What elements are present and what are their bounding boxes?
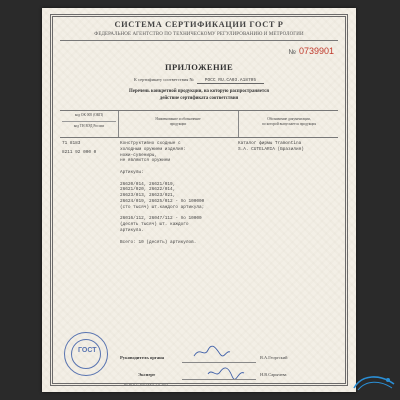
product-line: 26016/112, 26047/112 - по 10000 [120,216,202,222]
product-line: Всего: 10 (десять) артикулов. [120,239,197,245]
product-line: (десять тысяч) шт. каждого [120,222,189,228]
col1-header [62,113,116,129]
table-divider [238,111,239,137]
list-title-line-1: Перечень конкретной продукции, на которую распространяется [129,89,269,94]
head-signature-line [182,362,256,363]
col1-header-line-1: код ОК 005 (ОКП) [74,113,104,117]
certificate-sheet [42,8,356,392]
product-line: холодным оружием изделия: [120,146,186,152]
col3-header-line-2: по которой выпускается продукция [261,121,317,126]
documentation-reference [238,141,342,153]
table-divider [118,111,119,137]
product-line: (сто тысяч) шт.каждого артикула; [120,204,205,210]
product-line: 26624/019, 26625/012 - по 100000 [120,198,205,204]
form-number-value: 0739901 [298,46,334,56]
product-line: ножи-сувениры, [120,152,157,158]
form-number [288,46,334,56]
number-sign: № [288,49,296,56]
doc-line: S.A. CUTELARIA (Бразилия) [238,146,304,152]
footer-note: № РОСС RU.0001.11СА03 [124,383,168,387]
header-rule [60,40,338,41]
head-name: В.А.Георгский [260,355,288,360]
tnved-code: 8211 92 000 0 [62,150,97,155]
certification-stamp [64,332,108,376]
product-line: 26620/014, 26621/019, [120,181,176,187]
system-title: СИСТЕМА СЕРТИФИКАЦИИ ГОСТ Р [114,20,284,29]
list-title-line-2: действие сертификата соответствия [159,95,239,101]
col1-header-line-2: код ТН ВЭД России [62,121,116,129]
col2-header-line-1: Наименование и обозначение [155,117,201,121]
stamp-inner-ring [71,339,101,369]
expert-name: Н.В.Сарычева [260,372,287,377]
agency-title: ФЕДЕРАЛЬНОЕ АГЕНТСТВО ПО ТЕХНИЧЕСКОМУ РЕГУЛИРОВАНИЮ И МЕТРОЛОГИИ [94,32,304,37]
head-signature [192,344,232,360]
product-line: 26621/020, 26622/014, [120,187,176,193]
col3-header [240,117,338,127]
list-title [42,89,356,102]
stamp-emblem: ГОСТ [78,347,97,354]
col2-header [120,117,236,127]
head-label: Руководитель органа [120,355,165,360]
product-line: артикула. [120,227,144,233]
col3-header-line-1: Обозначение документации, [267,117,311,121]
certificate-reference [42,77,356,83]
table-header [60,110,338,138]
expert-signature [206,364,246,380]
product-line: 26623/013, 26623/021, [120,193,176,199]
product-line: не являются оружием [120,158,171,164]
site-logo [352,372,396,392]
product-description [120,141,238,245]
expert-signature-line [182,379,256,380]
okp-code: 71 8183 [62,141,81,146]
product-line: Артикулы: [120,169,144,175]
product-line: Конструктивно сходные с [120,141,181,146]
document-title: ПРИЛОЖЕНИЕ [164,62,234,72]
certificate-prefix: К сертификату соответствия № [133,77,194,82]
certificate-number: РОСС RU.СА03.А18705 [197,78,264,84]
col2-header-line-2: продукции [169,121,187,126]
doc-line: Каталог фирмы Tramontina [238,141,302,146]
expert-label: Эксперт [138,372,156,377]
